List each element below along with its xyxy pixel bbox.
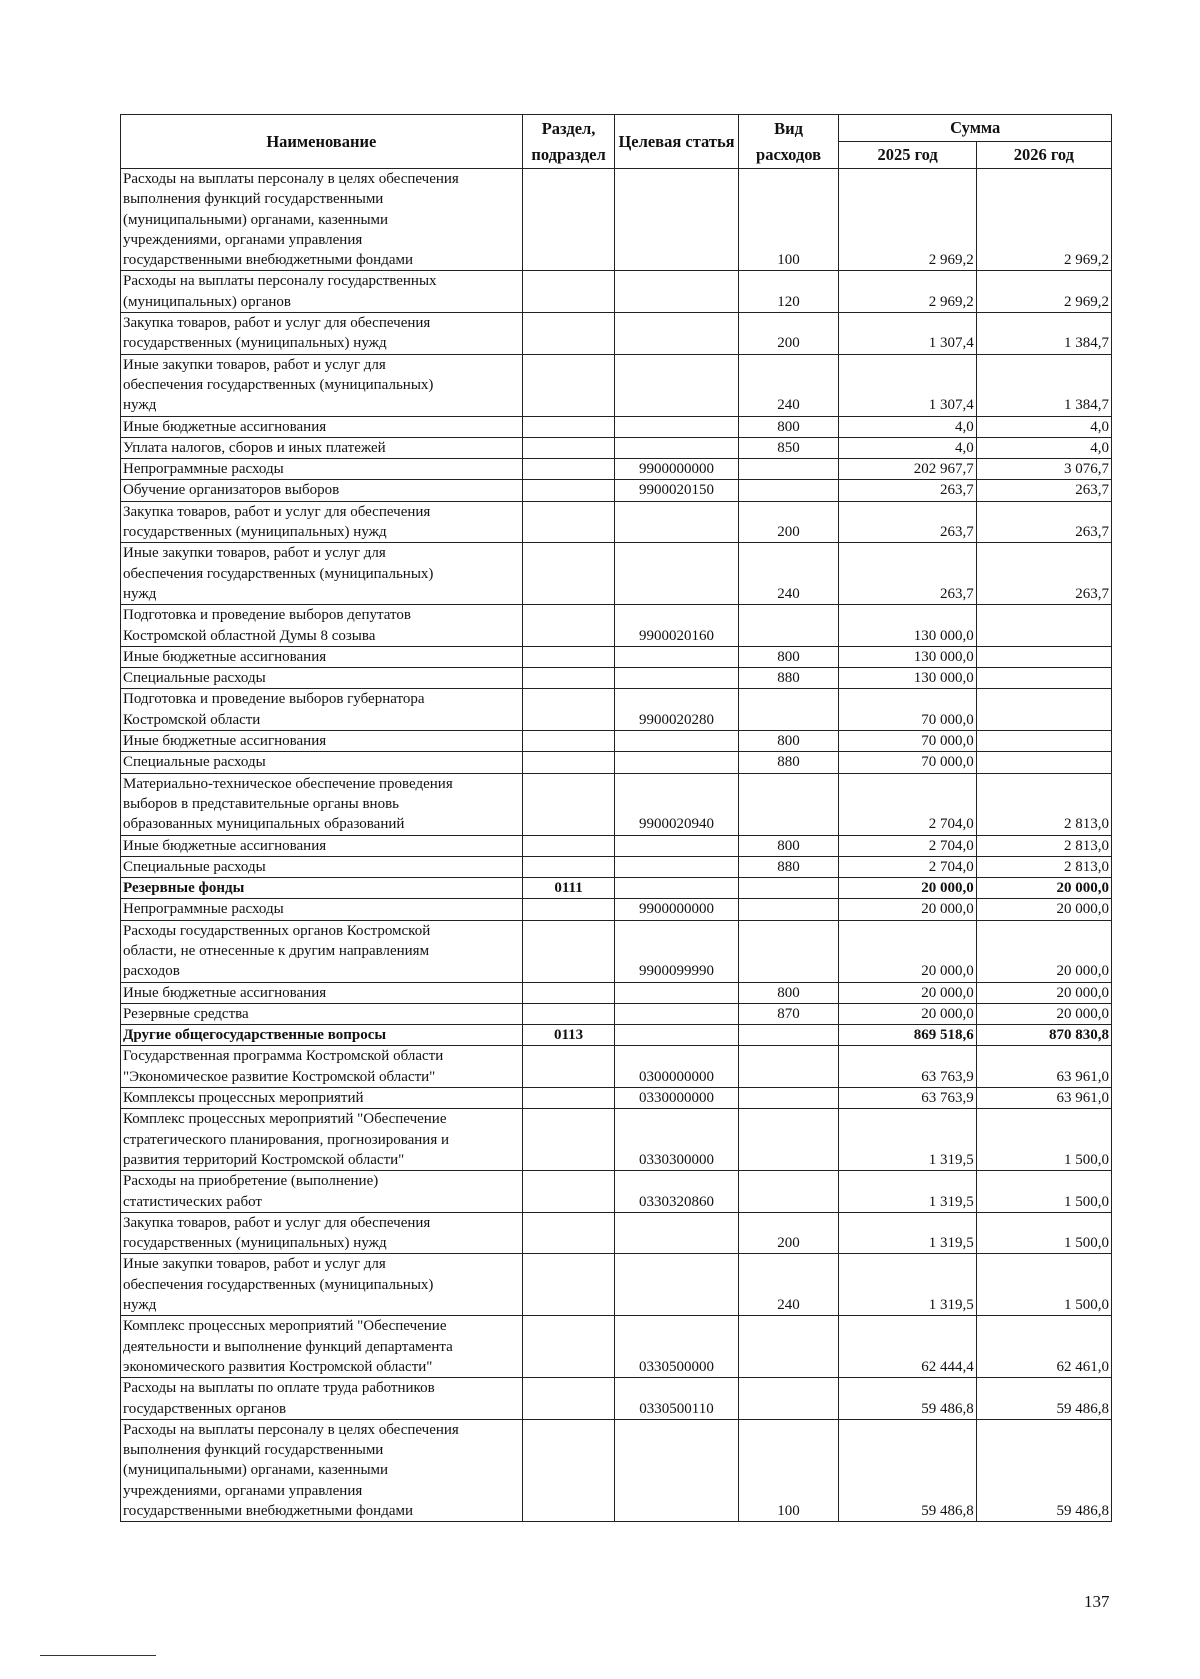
cell-amount-2026 <box>976 646 1111 667</box>
cell-section <box>522 1171 615 1213</box>
cell-section: 0113 <box>522 1025 615 1046</box>
cell-target <box>615 543 738 605</box>
cell-type <box>738 920 839 982</box>
cell-target <box>615 437 738 458</box>
cell-section <box>522 731 615 752</box>
cell-name: Расходы на выплаты по оплате труда работников государственных органов <box>121 1378 523 1420</box>
cell-type <box>738 899 839 920</box>
cell-amount-2025: 20 000,0 <box>839 920 976 982</box>
cell-type: 800 <box>738 646 839 667</box>
cell-type <box>738 1025 839 1046</box>
cell-section <box>522 501 615 543</box>
cell-target <box>615 731 738 752</box>
cell-target <box>615 982 738 1003</box>
cell-amount-2026: 2 969,2 <box>976 271 1111 313</box>
cell-target: 0330300000 <box>615 1109 738 1171</box>
cell-section <box>522 1046 615 1088</box>
cell-amount-2025: 2 969,2 <box>839 169 976 271</box>
cell-section <box>522 773 615 835</box>
cell-target: 0300000000 <box>615 1046 738 1088</box>
cell-type <box>738 689 839 731</box>
cell-amount-2026: 20 000,0 <box>976 878 1111 899</box>
table-row <box>121 1171 1112 1213</box>
cell-section <box>522 1378 615 1420</box>
cell-amount-2026: 2 813,0 <box>976 773 1111 835</box>
cell-section <box>522 689 615 731</box>
table-row <box>121 1212 1112 1254</box>
table-row <box>121 437 1112 458</box>
cell-target <box>615 169 738 271</box>
table-row <box>121 480 1112 501</box>
cell-type <box>738 1316 839 1378</box>
cell-target <box>615 835 738 856</box>
cell-amount-2026: 20 000,0 <box>976 1003 1111 1024</box>
cell-amount-2025: 62 444,4 <box>839 1316 976 1378</box>
cell-amount-2025: 263,7 <box>839 543 976 605</box>
cell-amount-2025: 4,0 <box>839 416 976 437</box>
cell-name: Комплекс процессных мероприятий "Обеспечение деятельности и выполнение функций департамента экономического развития Костромской области" <box>121 1316 523 1378</box>
cell-amount-2026: 20 000,0 <box>976 982 1111 1003</box>
cell-name: Резервные средства <box>121 1003 523 1024</box>
cell-name: Расходы на выплаты персоналу в целях обеспечения выполнения функций государственными (муниципальными) органами, казенными учреждениями, органами управления государственными внебюджетными фондами <box>121 169 523 271</box>
cell-target <box>615 271 738 313</box>
cell-section <box>522 605 615 647</box>
cell-type: 800 <box>738 731 839 752</box>
cell-name: Иные закупки товаров, работ и услуг для обеспечения государственных (муниципальных) нужд <box>121 354 523 416</box>
cell-amount-2025: 1 319,5 <box>839 1212 976 1254</box>
cell-name: Иные бюджетные ассигнования <box>121 731 523 752</box>
cell-name: Иные бюджетные ассигнования <box>121 835 523 856</box>
cell-amount-2026: 2 813,0 <box>976 835 1111 856</box>
cell-amount-2026: 263,7 <box>976 480 1111 501</box>
cell-section <box>522 982 615 1003</box>
cell-target: 9900000000 <box>615 459 738 480</box>
cell-type: 100 <box>738 1419 839 1521</box>
cell-amount-2026: 20 000,0 <box>976 899 1111 920</box>
cell-amount-2025: 4,0 <box>839 437 976 458</box>
cell-amount-2026 <box>976 605 1111 647</box>
cell-amount-2025: 59 486,8 <box>839 1419 976 1521</box>
cell-section <box>522 543 615 605</box>
cell-target: 0330320860 <box>615 1171 738 1213</box>
cell-name: Закупка товаров, работ и услуг для обеспечения государственных (муниципальных) нужд <box>121 1212 523 1254</box>
cell-amount-2025: 70 000,0 <box>839 689 976 731</box>
cell-target <box>615 1025 738 1046</box>
cell-target: 0330500110 <box>615 1378 738 1420</box>
cell-amount-2026: 2 969,2 <box>976 169 1111 271</box>
cell-amount-2025: 1 319,5 <box>839 1109 976 1171</box>
table-row <box>121 668 1112 689</box>
cell-amount-2025: 2 704,0 <box>839 835 976 856</box>
cell-name: Комплексы процессных мероприятий <box>121 1088 523 1109</box>
cell-type: 800 <box>738 416 839 437</box>
cell-name: Иные закупки товаров, работ и услуг для обеспечения государственных (муниципальных) нужд <box>121 1254 523 1316</box>
cell-type: 200 <box>738 1212 839 1254</box>
cell-name: Специальные расходы <box>121 668 523 689</box>
cell-target: 9900020280 <box>615 689 738 731</box>
cell-target <box>615 1212 738 1254</box>
cell-target: 0330500000 <box>615 1316 738 1378</box>
table-row <box>121 1003 1112 1024</box>
cell-name: Иные бюджетные ассигнования <box>121 416 523 437</box>
table-row <box>121 501 1112 543</box>
table-row <box>121 1025 1112 1046</box>
cell-section <box>522 899 615 920</box>
cell-section <box>522 480 615 501</box>
cell-amount-2026 <box>976 731 1111 752</box>
table-row <box>121 689 1112 731</box>
cell-target <box>615 416 738 437</box>
cell-amount-2026: 63 961,0 <box>976 1088 1111 1109</box>
cell-amount-2025: 2 704,0 <box>839 856 976 877</box>
cell-section <box>522 437 615 458</box>
cell-name: Иные бюджетные ассигнования <box>121 646 523 667</box>
cell-section <box>522 271 615 313</box>
cell-target <box>615 856 738 877</box>
cell-target: 9900099990 <box>615 920 738 982</box>
table-row <box>121 646 1112 667</box>
cell-name: Закупка товаров, работ и услуг для обеспечения государственных (муниципальных) нужд <box>121 313 523 355</box>
cell-section <box>522 313 615 355</box>
cell-amount-2025: 70 000,0 <box>839 731 976 752</box>
cell-type: 240 <box>738 1254 839 1316</box>
cell-amount-2026: 2 813,0 <box>976 856 1111 877</box>
table-row <box>121 169 1112 271</box>
cell-type: 100 <box>738 169 839 271</box>
cell-amount-2025: 20 000,0 <box>839 1003 976 1024</box>
cell-target <box>615 646 738 667</box>
cell-amount-2025: 20 000,0 <box>839 878 976 899</box>
cell-target: 9900020160 <box>615 605 738 647</box>
cell-name: Комплекс процессных мероприятий "Обеспечение стратегического планирования, прогнозирования и развития территорий Костромской области" <box>121 1109 523 1171</box>
table-row <box>121 1419 1112 1521</box>
cell-type: 880 <box>738 752 839 773</box>
cell-amount-2026: 4,0 <box>976 437 1111 458</box>
page-number: 137 <box>1084 1592 1110 1611</box>
cell-type: 120 <box>738 271 839 313</box>
cell-amount-2026: 59 486,8 <box>976 1419 1111 1521</box>
cell-section <box>522 856 615 877</box>
table-row <box>121 1109 1112 1171</box>
cell-target <box>615 354 738 416</box>
cell-amount-2026: 1 384,7 <box>976 313 1111 355</box>
cell-section <box>522 1088 615 1109</box>
cell-name: Расходы на приобретение (выполнение) статистических работ <box>121 1171 523 1213</box>
cell-section <box>522 1419 615 1521</box>
cell-type: 240 <box>738 543 839 605</box>
cell-amount-2025: 59 486,8 <box>839 1378 976 1420</box>
table-row <box>121 752 1112 773</box>
cell-section <box>522 1316 615 1378</box>
cell-section <box>522 354 615 416</box>
table-row <box>121 899 1112 920</box>
cell-amount-2026: 870 830,8 <box>976 1025 1111 1046</box>
cell-name: Иные закупки товаров, работ и услуг для обеспечения государственных (муниципальных) нужд <box>121 543 523 605</box>
cell-type <box>738 773 839 835</box>
cell-amount-2025: 2 704,0 <box>839 773 976 835</box>
cell-amount-2025: 1 307,4 <box>839 354 976 416</box>
cell-amount-2026: 1 500,0 <box>976 1254 1111 1316</box>
cell-amount-2026: 59 486,8 <box>976 1378 1111 1420</box>
cell-type <box>738 878 839 899</box>
cell-section <box>522 668 615 689</box>
cell-section <box>522 1254 615 1316</box>
cell-target: 9900020150 <box>615 480 738 501</box>
cell-amount-2026: 20 000,0 <box>976 920 1111 982</box>
table-row <box>121 354 1112 416</box>
cell-amount-2025: 1 319,5 <box>839 1171 976 1213</box>
cell-amount-2025: 1 307,4 <box>839 313 976 355</box>
cell-target <box>615 752 738 773</box>
cell-amount-2025: 20 000,0 <box>839 982 976 1003</box>
table-body <box>121 169 1112 1522</box>
cell-amount-2025: 63 763,9 <box>839 1088 976 1109</box>
cell-section <box>522 646 615 667</box>
cell-name: Специальные расходы <box>121 752 523 773</box>
cell-type <box>738 1088 839 1109</box>
cell-amount-2026: 1 500,0 <box>976 1109 1111 1171</box>
cell-amount-2025: 263,7 <box>839 480 976 501</box>
cell-section <box>522 920 615 982</box>
header-name: Наименование <box>121 115 523 169</box>
cell-amount-2025: 869 518,6 <box>839 1025 976 1046</box>
table-row <box>121 1088 1112 1109</box>
header-section: Раздел, подраздел <box>522 115 615 169</box>
cell-amount-2026 <box>976 668 1111 689</box>
table-row <box>121 920 1112 982</box>
cell-type <box>738 480 839 501</box>
cell-amount-2026: 1 500,0 <box>976 1212 1111 1254</box>
table-row <box>121 982 1112 1003</box>
header-year-2025: 2025 год <box>839 142 976 169</box>
cell-name: Материально-техническое обеспечение проведения выборов в представительные органы вновь образованных муниципальных образований <box>121 773 523 835</box>
cell-section <box>522 752 615 773</box>
cell-section <box>522 169 615 271</box>
header-target: Целевая статья <box>615 115 738 169</box>
cell-target <box>615 668 738 689</box>
table-row <box>121 835 1112 856</box>
table-row <box>121 1046 1112 1088</box>
cell-amount-2025: 70 000,0 <box>839 752 976 773</box>
cell-amount-2025: 130 000,0 <box>839 646 976 667</box>
table-row <box>121 1378 1112 1420</box>
cell-section <box>522 416 615 437</box>
header-year-2026: 2026 год <box>976 142 1111 169</box>
cell-type: 850 <box>738 437 839 458</box>
cell-name: Расходы на выплаты персоналу в целях обеспечения выполнения функций государственными (муниципальными) органами, казенными учреждениями, органами управления государственными внебюджетными фондами <box>121 1419 523 1521</box>
table-row <box>121 1316 1112 1378</box>
table-row <box>121 271 1112 313</box>
cell-amount-2026 <box>976 689 1111 731</box>
cell-target: 0330000000 <box>615 1088 738 1109</box>
cell-name: Непрограммные расходы <box>121 899 523 920</box>
cell-amount-2025: 263,7 <box>839 501 976 543</box>
cell-target: 9900020940 <box>615 773 738 835</box>
cell-amount-2026: 1 384,7 <box>976 354 1111 416</box>
table-row <box>121 416 1112 437</box>
cell-amount-2025: 130 000,0 <box>839 668 976 689</box>
cell-target <box>615 1003 738 1024</box>
cell-amount-2026: 263,7 <box>976 501 1111 543</box>
cell-name: Государственная программа Костромской области "Экономическое развитие Костромской области" <box>121 1046 523 1088</box>
cell-name: Подготовка и проведение выборов губернатора Костромской области <box>121 689 523 731</box>
cell-type <box>738 1171 839 1213</box>
cell-target: 9900000000 <box>615 899 738 920</box>
cell-amount-2025: 63 763,9 <box>839 1046 976 1088</box>
cell-type: 880 <box>738 668 839 689</box>
header-type: Вид расходов <box>738 115 839 169</box>
cell-name: Другие общегосударственные вопросы <box>121 1025 523 1046</box>
table-row <box>121 543 1112 605</box>
cell-amount-2025: 202 967,7 <box>839 459 976 480</box>
cell-target <box>615 313 738 355</box>
cell-target <box>615 501 738 543</box>
table-row <box>121 459 1112 480</box>
cell-section: 0111 <box>522 878 615 899</box>
cell-amount-2026 <box>976 752 1111 773</box>
cell-type: 870 <box>738 1003 839 1024</box>
cell-name: Расходы государственных органов Костромской области, не отнесенные к другим направлениям расходов <box>121 920 523 982</box>
cell-section <box>522 1003 615 1024</box>
cell-name: Обучение организаторов выборов <box>121 480 523 501</box>
cell-amount-2026: 4,0 <box>976 416 1111 437</box>
cell-target <box>615 1419 738 1521</box>
cell-name: Подготовка и проведение выборов депутатов Костромской областной Думы 8 созыва <box>121 605 523 647</box>
cell-amount-2025: 1 319,5 <box>839 1254 976 1316</box>
cell-type: 880 <box>738 856 839 877</box>
cell-name: Уплата налогов, сборов и иных платежей <box>121 437 523 458</box>
cell-section <box>522 1109 615 1171</box>
cell-name: Расходы на выплаты персоналу государственных (муниципальных) органов <box>121 271 523 313</box>
cell-type: 240 <box>738 354 839 416</box>
cell-amount-2026: 3 076,7 <box>976 459 1111 480</box>
cell-amount-2026: 62 461,0 <box>976 1316 1111 1378</box>
cell-type <box>738 605 839 647</box>
table-row <box>121 731 1112 752</box>
cell-section <box>522 835 615 856</box>
cell-section <box>522 1212 615 1254</box>
cell-type: 800 <box>738 982 839 1003</box>
footnote-divider <box>40 1655 156 1656</box>
cell-name: Специальные расходы <box>121 856 523 877</box>
table-row <box>121 605 1112 647</box>
table-row <box>121 1254 1112 1316</box>
cell-type: 200 <box>738 501 839 543</box>
cell-type <box>738 1046 839 1088</box>
header-sum: Сумма <box>839 115 1112 142</box>
cell-name: Иные бюджетные ассигнования <box>121 982 523 1003</box>
cell-amount-2025: 2 969,2 <box>839 271 976 313</box>
cell-amount-2026: 63 961,0 <box>976 1046 1111 1088</box>
cell-name: Непрограммные расходы <box>121 459 523 480</box>
cell-target <box>615 1254 738 1316</box>
table-row <box>121 313 1112 355</box>
cell-type: 800 <box>738 835 839 856</box>
budget-table <box>120 114 1112 1522</box>
cell-amount-2026: 263,7 <box>976 543 1111 605</box>
cell-type <box>738 1378 839 1420</box>
cell-name: Закупка товаров, работ и услуг для обеспечения государственных (муниципальных) нужд <box>121 501 523 543</box>
cell-name: Резервные фонды <box>121 878 523 899</box>
cell-amount-2026: 1 500,0 <box>976 1171 1111 1213</box>
cell-target <box>615 878 738 899</box>
cell-type <box>738 459 839 480</box>
table-row <box>121 773 1112 835</box>
cell-amount-2025: 20 000,0 <box>839 899 976 920</box>
cell-type <box>738 1109 839 1171</box>
cell-type: 200 <box>738 313 839 355</box>
cell-amount-2025: 130 000,0 <box>839 605 976 647</box>
table-header <box>121 115 1112 169</box>
table-row <box>121 856 1112 877</box>
cell-section <box>522 459 615 480</box>
table-row <box>121 878 1112 899</box>
